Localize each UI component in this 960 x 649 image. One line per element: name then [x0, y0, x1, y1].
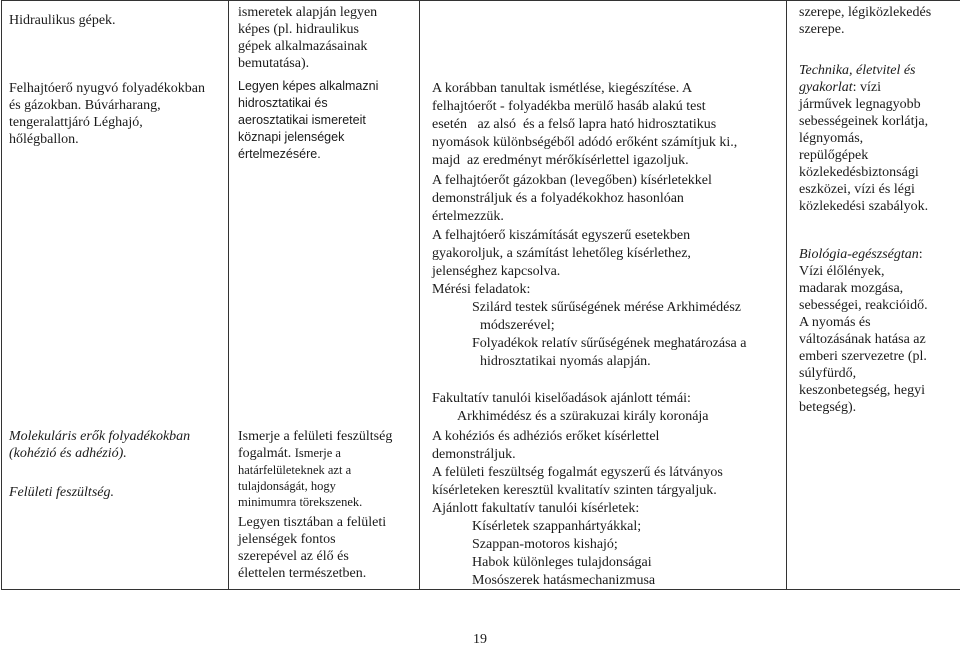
text-line: gépek alkalmazásainak [238, 39, 368, 54]
table-row [2, 1, 960, 590]
paragraph-surface-tension [432, 464, 786, 500]
text-line: madarak mozgása, [799, 281, 904, 296]
text-line: majd az eredményt mérőkísérlettel igazoljuk. [432, 153, 689, 168]
text-line: köznapi jelenségek [238, 130, 345, 144]
text-fragment: Ismerje a [294, 446, 341, 460]
text-line: repülőgépek [799, 148, 869, 163]
text-line: Vízi élőlények, [799, 264, 885, 279]
connection-continued [799, 4, 960, 38]
text-line: kísérleteken keresztül kvalitatív szinten tárgyaljuk. [432, 483, 717, 498]
text-line: képes (pl. hidraulikus [238, 22, 359, 37]
text-line: járművek legnagyobb [799, 97, 921, 112]
text-line: A kohéziós és adhéziós erőket kísérlettel [432, 429, 660, 444]
paragraph-review [432, 80, 786, 170]
text-line: minimumra törekszenek. [238, 495, 363, 509]
text-line: Ismerje a felületi feszültség [238, 429, 393, 444]
topic-molecular-forces [9, 428, 221, 462]
text-line: demonstráljuk. [432, 447, 516, 462]
text-line: Legyen tisztában a felületi [238, 515, 387, 530]
text-line: szerepével az élő és [238, 549, 349, 564]
list-item: hidrosztatikai nyomás alapján. [480, 354, 651, 369]
text-line: közlekedési szabályok. [799, 199, 929, 214]
text-line: A nyomás és [799, 315, 871, 330]
text-line: tulajdonságát, hogy [238, 479, 336, 493]
text-fragment: : [918, 247, 923, 262]
paragraph-cohesion [432, 428, 786, 464]
text-line: betegség). [799, 400, 857, 415]
activities-column [420, 1, 787, 590]
subject-heading: Biológia-egészségtan [799, 247, 919, 262]
text-fragment: fogalmát. [238, 446, 292, 461]
requirement-hydraulics [238, 4, 418, 72]
text-line: jelenségek fontos [238, 532, 336, 547]
list-item: módszerével; [480, 318, 555, 333]
text-line [799, 79, 960, 96]
text-line: szerepe. [799, 22, 845, 37]
text-line: súlyfürdő, [799, 366, 857, 381]
list-item: Szappan-motoros kishajó; [472, 537, 618, 552]
text-line: A korábban tanultak ismétlése, kiegészítése. A [432, 81, 693, 96]
text-line: élettelen természetben. [238, 566, 367, 581]
text-line: gyakoroljuk, a számítást lehetőleg kísérlethez, [432, 246, 691, 261]
paragraph-calculation [432, 227, 786, 281]
subject-heading: gyakorlat [799, 80, 853, 95]
text-line: aerosztatikai ismereteit [238, 113, 366, 127]
text-line [238, 445, 418, 462]
connections-column [787, 1, 960, 590]
optional-experiments [432, 500, 786, 590]
text-line: Legyen képes alkalmazni [238, 79, 379, 93]
text-line: A felhajtóerő kiszámítását egyszerű esetekben [432, 228, 691, 243]
requirement-apply-knowledge [238, 78, 418, 163]
optional-talks [432, 390, 786, 426]
text-line: Mérési feladatok: [432, 282, 531, 297]
text-line: demonstráljuk és a folyadékokhoz hasonlóan [432, 191, 684, 206]
text-line: Ajánlott fakultatív tanulói kísérletek: [432, 501, 640, 516]
text-line: felhajtóerőt - folyadékba merülő hasáb alakú test [432, 99, 706, 114]
text-line [799, 246, 960, 263]
topic-surface-tension: Felületi feszültség. [9, 485, 114, 500]
text-line: jelenséghez kapcsolva. [432, 264, 561, 279]
section-title: Hidraulikus gépek. [9, 13, 116, 28]
connection-biology [799, 246, 960, 416]
text-line: értelmezésére. [238, 147, 321, 161]
list-item: Habok különleges tulajdonságai [472, 555, 652, 570]
list-item: Arkhimédész és a szürakuzai király koronája [457, 409, 709, 424]
page-number: 19 [473, 632, 487, 647]
text-line: légnyomás, [799, 131, 864, 146]
connection-technology [799, 62, 960, 215]
list-item: Folyadékok relatív sűrűségének meghatározása a [472, 336, 747, 351]
list-item: Kísérletek szappanhártyákkal; [472, 519, 642, 534]
paragraph-gas-buoyancy [432, 172, 786, 226]
text-line: sebességeinek korlátja, [799, 114, 929, 129]
topic-molecular-forces-text: Molekuláris erők folyadékokban (kohézió és adhézió). [9, 429, 191, 461]
requirements-column [229, 1, 420, 590]
text-line: keszonbetegség, hegyi [799, 383, 925, 398]
text-line: ismeretek alapján legyen [238, 5, 378, 20]
text-line: esetén az alsó és a felső lapra ható hidrosztatikus [432, 117, 717, 132]
text-line: hidrosztatikai és [238, 96, 328, 110]
subject-heading: Technika, életvitel és [799, 63, 916, 78]
text-line: sebességei, reakcióidő. [799, 298, 928, 313]
text-line: változásának hatása az [799, 332, 926, 347]
text-line: szerepe, légiközlekedés [799, 5, 932, 20]
text-line: emberi szervezetre (pl. [799, 349, 927, 364]
requirement-surface-phenomena [238, 514, 418, 582]
text-line: A felhajtóerőt gázokban (levegőben) kísérletekkel [432, 173, 712, 188]
text-line: bemutatása). [238, 56, 310, 71]
text-line: eszközei, vízi és légi [799, 182, 915, 197]
requirement-surface-tension [238, 428, 418, 510]
text-line: nyomások különbségéből adódó erőként számítjuk ki., [432, 135, 738, 150]
text-fragment: : vízi [852, 80, 882, 95]
list-item: Mosószerek hatásmechanizmusa [472, 573, 656, 588]
curriculum-table [1, 0, 960, 590]
measurement-tasks [432, 281, 786, 371]
topics-column [2, 1, 229, 590]
text-line: Fakultatív tanulói kiselőadások ajánlott témái: [432, 391, 691, 406]
list-item: Szilárd testek sűrűségének mérése Arkhimédész [472, 300, 742, 315]
topic-buoyancy: Felhajtóerő nyugvó folyadékokban és gázokban. Búvárharang, tengeralattjáró Léghajó, hőlégballon. [9, 81, 205, 147]
text-line: határfelületeknek azt a [238, 463, 352, 477]
text-line: A felületi feszültség fogalmát egyszerű és látványos [432, 465, 723, 480]
text-line: értelmezzük. [432, 209, 504, 224]
text-line: közlekedésbiztonsági [799, 165, 919, 180]
